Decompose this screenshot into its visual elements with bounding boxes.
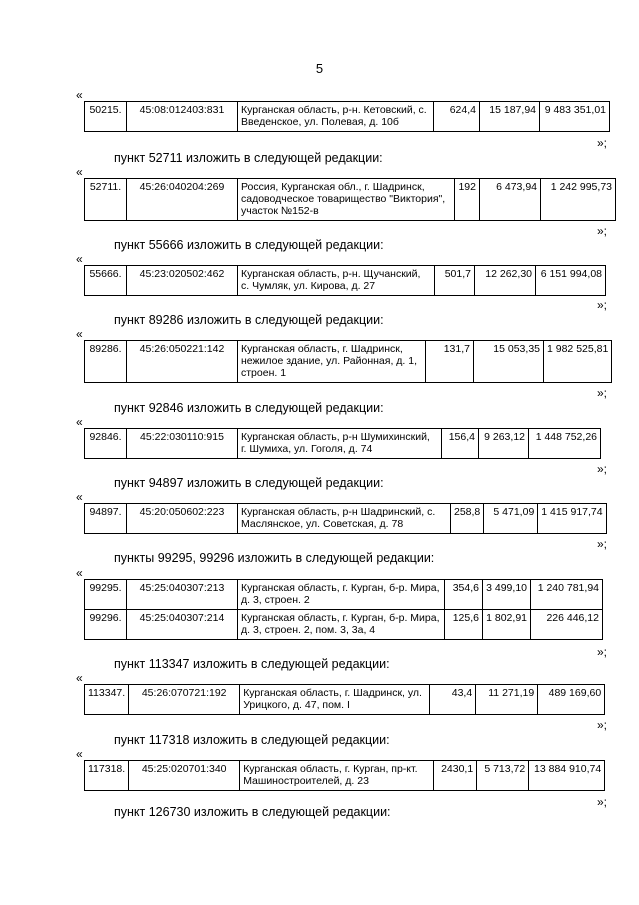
cell-cad: 45:08:012403:831 <box>127 102 238 132</box>
record-table <box>84 579 603 640</box>
cell-total: 1 240 781,94 <box>531 580 603 610</box>
section-intro: пункт 117318 изложить в следующей редакции: <box>114 733 390 747</box>
cell-price: 9 263,12 <box>479 429 529 459</box>
cell-total: 1 242 995,73 <box>541 179 616 221</box>
cell-area: 131,7 <box>426 341 474 383</box>
close-quote: »; <box>596 795 607 809</box>
close-quote: »; <box>596 298 607 312</box>
record-table <box>84 428 601 459</box>
open-quote: « <box>76 566 83 580</box>
record-table <box>84 684 605 715</box>
open-quote: « <box>76 88 83 102</box>
section-intro: пункт 92846 изложить в следующей редакции: <box>114 401 384 415</box>
cell-cad: 45:26:050221:142 <box>127 341 238 383</box>
section-intro: пункт 89286 изложить в следующей редакции: <box>114 313 384 327</box>
close-quote: »; <box>596 136 607 150</box>
cell-area: 192 <box>455 179 480 221</box>
table-row <box>85 341 612 383</box>
open-quote: « <box>76 415 83 429</box>
cell-num: 92846. <box>85 429 127 459</box>
record-table <box>84 340 612 383</box>
record-table <box>84 101 610 132</box>
section-intro: пункт 113347 изложить в следующей редакции: <box>114 657 390 671</box>
cell-num: 89286. <box>85 341 127 383</box>
open-quote: « <box>76 747 83 761</box>
cell-total: 226 446,12 <box>531 610 603 640</box>
open-quote: « <box>76 327 83 341</box>
table-row <box>85 102 610 132</box>
cell-cad: 45:22:030110:915 <box>127 429 238 459</box>
close-quote: »; <box>596 718 607 732</box>
cell-num: 99295. <box>85 580 127 610</box>
close-quote: »; <box>596 386 607 400</box>
cell-area: 2430,1 <box>434 761 477 791</box>
cell-num: 94897. <box>85 504 127 534</box>
section-intro: пункт 94897 изложить в следующей редакции: <box>114 476 384 490</box>
open-quote: « <box>76 252 83 266</box>
cell-price: 15 187,94 <box>480 102 540 132</box>
cell-num: 55666. <box>85 266 127 296</box>
cell-addr: Курганская область, г. Шадринск, ул. Урицкого, д. 47, пом. I <box>240 685 430 715</box>
cell-total: 13 884 910,74 <box>529 761 605 791</box>
section-intro: пункты 99295, 99296 изложить в следующей редакции: <box>114 551 435 565</box>
cell-num: 117318. <box>85 761 129 791</box>
cell-price: 11 271,19 <box>476 685 538 715</box>
record-table <box>84 503 607 534</box>
cell-addr: Курганская область, г. Курган, пр-кт. Машиностроителей, д. 23 <box>240 761 434 791</box>
cell-price: 15 053,35 <box>474 341 544 383</box>
cell-price: 1 802,91 <box>483 610 531 640</box>
page-number: 5 <box>315 61 324 76</box>
cell-cad: 45:23:020502:462 <box>127 266 238 296</box>
cell-cad: 45:25:040307:214 <box>127 610 238 640</box>
record-table <box>84 178 616 221</box>
cell-total: 489 169,60 <box>538 685 605 715</box>
cell-total: 1 415 917,74 <box>538 504 606 534</box>
final-intro: пункт 126730 изложить в следующей редакции: <box>114 805 391 819</box>
table-row <box>85 761 605 791</box>
cell-area: 501,7 <box>435 266 475 296</box>
open-quote: « <box>76 490 83 504</box>
cell-price: 5 713,72 <box>477 761 529 791</box>
cell-total: 1 982 525,81 <box>544 341 612 383</box>
table-row <box>85 504 607 534</box>
cell-cad: 45:25:020701:340 <box>129 761 240 791</box>
cell-cad: 45:26:040204:269 <box>127 179 238 221</box>
record-table <box>84 760 605 791</box>
record-table <box>84 265 606 296</box>
cell-area: 624,4 <box>434 102 480 132</box>
section-intro: пункт 52711 изложить в следующей редакции: <box>114 151 383 165</box>
open-quote: « <box>76 165 83 179</box>
cell-area: 125,6 <box>445 610 483 640</box>
cell-addr: Курганская область, г. Шадринск, нежилое здание, ул. Районная, д. 1, строен. 1 <box>238 341 426 383</box>
cell-area: 354,6 <box>445 580 483 610</box>
table-row <box>85 610 603 640</box>
table-row <box>85 266 606 296</box>
cell-total: 9 483 351,01 <box>540 102 610 132</box>
cell-price: 12 262,30 <box>475 266 536 296</box>
cell-num: 99296. <box>85 610 127 640</box>
cell-num: 113347. <box>85 685 129 715</box>
cell-total: 1 448 752,26 <box>529 429 601 459</box>
cell-total: 6 151 994,08 <box>536 266 606 296</box>
close-quote: »; <box>596 537 607 551</box>
cell-area: 43,4 <box>430 685 476 715</box>
cell-addr: Курганская область, г. Курган, б-р. Мира, д. 3, строен. 2 <box>238 580 445 610</box>
cell-addr: Курганская область, г. Курган, б-р. Мира, д. 3, строен. 2, пом. 3, 3а, 4 <box>238 610 445 640</box>
section-intro: пункт 55666 изложить в следующей редакции: <box>114 238 384 252</box>
cell-addr: Россия, Курганская обл., г. Шадринск, садоводческое товарищество "Виктория", участок №152-в <box>238 179 455 221</box>
cell-addr: Курганская область, р-н. Кетовский, с. Введенское, ул. Полевая, д. 10б <box>238 102 434 132</box>
cell-price: 5 471,09 <box>484 504 538 534</box>
close-quote: »; <box>596 645 607 659</box>
table-row <box>85 580 603 610</box>
cell-cad: 45:25:040307:213 <box>127 580 238 610</box>
table-row <box>85 429 601 459</box>
close-quote: »; <box>596 462 607 476</box>
cell-area: 156,4 <box>442 429 479 459</box>
cell-cad: 45:20:050602:223 <box>127 504 238 534</box>
cell-addr: Курганская область, р-н. Щучанский, с. Чумляк, ул. Кирова, д. 27 <box>238 266 435 296</box>
open-quote: « <box>76 671 83 685</box>
table-row <box>85 179 616 221</box>
cell-num: 52711. <box>85 179 127 221</box>
cell-num: 50215. <box>85 102 127 132</box>
cell-price: 6 473,94 <box>480 179 541 221</box>
cell-addr: Курганская область, р-н Шумихинский, г. Шумиха, ул. Гоголя, д. 74 <box>238 429 442 459</box>
cell-area: 258,8 <box>451 504 484 534</box>
cell-price: 3 499,10 <box>483 580 531 610</box>
close-quote: »; <box>596 224 607 238</box>
cell-cad: 45:26:070721:192 <box>129 685 240 715</box>
cell-addr: Курганская область, р-н Шадринский, с. Маслянское, ул. Советская, д. 78 <box>238 504 451 534</box>
table-row <box>85 685 605 715</box>
